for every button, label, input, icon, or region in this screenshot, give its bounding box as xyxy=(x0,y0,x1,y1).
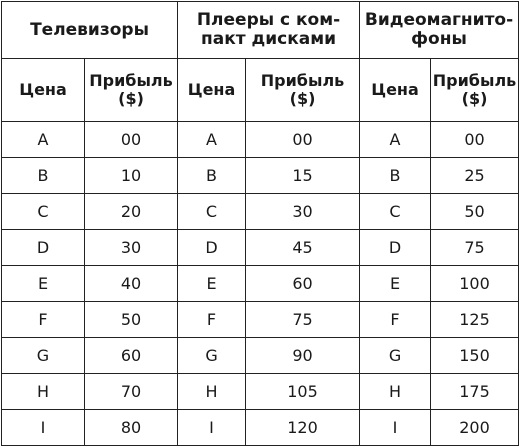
cd-profit-cell: 75 xyxy=(246,302,360,338)
cd-profit-cell: 00 xyxy=(246,122,360,158)
group-title-line: Видеомагнито- xyxy=(364,10,514,30)
vcr-price-cell: B xyxy=(360,158,431,194)
table-row xyxy=(2,230,519,266)
tv-price-cell: E xyxy=(2,266,85,302)
profit-header-line: Прибыль xyxy=(260,71,345,90)
tv-price-cell: A xyxy=(2,122,85,158)
tv-price-cell: I xyxy=(2,410,85,446)
group-title-line: Плееры с ком- xyxy=(196,10,341,30)
group-header-vcrs xyxy=(360,2,519,59)
tv-price-cell: G xyxy=(2,338,85,374)
table-row xyxy=(2,374,519,410)
cd-price-cell: D xyxy=(178,230,246,266)
profit-header-line: ($) xyxy=(461,89,488,108)
cd-profit-cell: 105 xyxy=(246,374,360,410)
cd-profit-cell: 30 xyxy=(246,194,360,230)
profit-header-line: Прибыль xyxy=(432,71,517,90)
tv-profit-cell: 30 xyxy=(85,230,178,266)
vcr-price-cell: E xyxy=(360,266,431,302)
tv-price-cell: F xyxy=(2,302,85,338)
tv-profit-cell: 50 xyxy=(85,302,178,338)
profit-header-line: ($) xyxy=(118,89,144,108)
table-row xyxy=(2,266,519,302)
col-header-price: Цена xyxy=(2,59,85,122)
group-title-line: пакт дисками xyxy=(200,29,337,49)
tv-price-cell: H xyxy=(2,374,85,410)
table-row xyxy=(2,122,519,158)
vcr-profit-cell: 200 xyxy=(431,410,519,446)
cd-profit-cell: 90 xyxy=(246,338,360,374)
tv-profit-cell: 60 xyxy=(85,338,178,374)
tv-price-cell: B xyxy=(2,158,85,194)
cd-price-cell: G xyxy=(178,338,246,374)
vcr-profit-cell: 00 xyxy=(431,122,519,158)
cd-price-cell: A xyxy=(178,122,246,158)
col-header-profit xyxy=(85,59,178,122)
tv-profit-cell: 20 xyxy=(85,194,178,230)
vcr-price-cell: D xyxy=(360,230,431,266)
cd-price-cell: F xyxy=(178,302,246,338)
column-header-row xyxy=(2,59,519,122)
col-header-price: Цена xyxy=(360,59,431,122)
group-header-row xyxy=(2,2,519,59)
table-row xyxy=(2,338,519,374)
cd-profit-cell: 15 xyxy=(246,158,360,194)
vcr-price-cell: F xyxy=(360,302,431,338)
cd-profit-cell: 60 xyxy=(246,266,360,302)
vcr-profit-cell: 25 xyxy=(431,158,519,194)
table-row xyxy=(2,194,519,230)
vcr-profit-cell: 175 xyxy=(431,374,519,410)
cd-profit-cell: 45 xyxy=(246,230,360,266)
cd-price-cell: E xyxy=(178,266,246,302)
profit-header-line: ($) xyxy=(289,89,316,108)
vcr-price-cell: A xyxy=(360,122,431,158)
group-header-cd-players xyxy=(178,2,360,59)
vcr-price-cell: H xyxy=(360,374,431,410)
group-header-tvs xyxy=(2,2,178,59)
vcr-profit-cell: 100 xyxy=(431,266,519,302)
vcr-profit-cell: 150 xyxy=(431,338,519,374)
group-title-line: фоны xyxy=(411,29,467,49)
vcr-profit-cell: 125 xyxy=(431,302,519,338)
tv-profit-cell: 40 xyxy=(85,266,178,302)
col-header-profit xyxy=(431,59,519,122)
vcr-profit-cell: 75 xyxy=(431,230,519,266)
cd-profit-cell: 120 xyxy=(246,410,360,446)
cd-price-cell: C xyxy=(178,194,246,230)
tv-profit-cell: 10 xyxy=(85,158,178,194)
col-header-price: Цена xyxy=(178,59,246,122)
profit-header-line: Прибыль xyxy=(89,71,173,90)
group-title-line: Телевизоры xyxy=(30,19,149,40)
profit-table xyxy=(1,1,519,446)
table-row xyxy=(2,158,519,194)
vcr-price-cell: I xyxy=(360,410,431,446)
table-row xyxy=(2,410,519,446)
vcr-price-cell: C xyxy=(360,194,431,230)
tv-profit-cell: 80 xyxy=(85,410,178,446)
cd-price-cell: B xyxy=(178,158,246,194)
table-row xyxy=(2,302,519,338)
tv-profit-cell: 00 xyxy=(85,122,178,158)
table-body xyxy=(2,122,519,446)
cd-price-cell: I xyxy=(178,410,246,446)
tv-price-cell: C xyxy=(2,194,85,230)
vcr-profit-cell: 50 xyxy=(431,194,519,230)
cd-price-cell: H xyxy=(178,374,246,410)
vcr-price-cell: G xyxy=(360,338,431,374)
col-header-profit xyxy=(246,59,360,122)
tv-price-cell: D xyxy=(2,230,85,266)
tv-profit-cell: 70 xyxy=(85,374,178,410)
